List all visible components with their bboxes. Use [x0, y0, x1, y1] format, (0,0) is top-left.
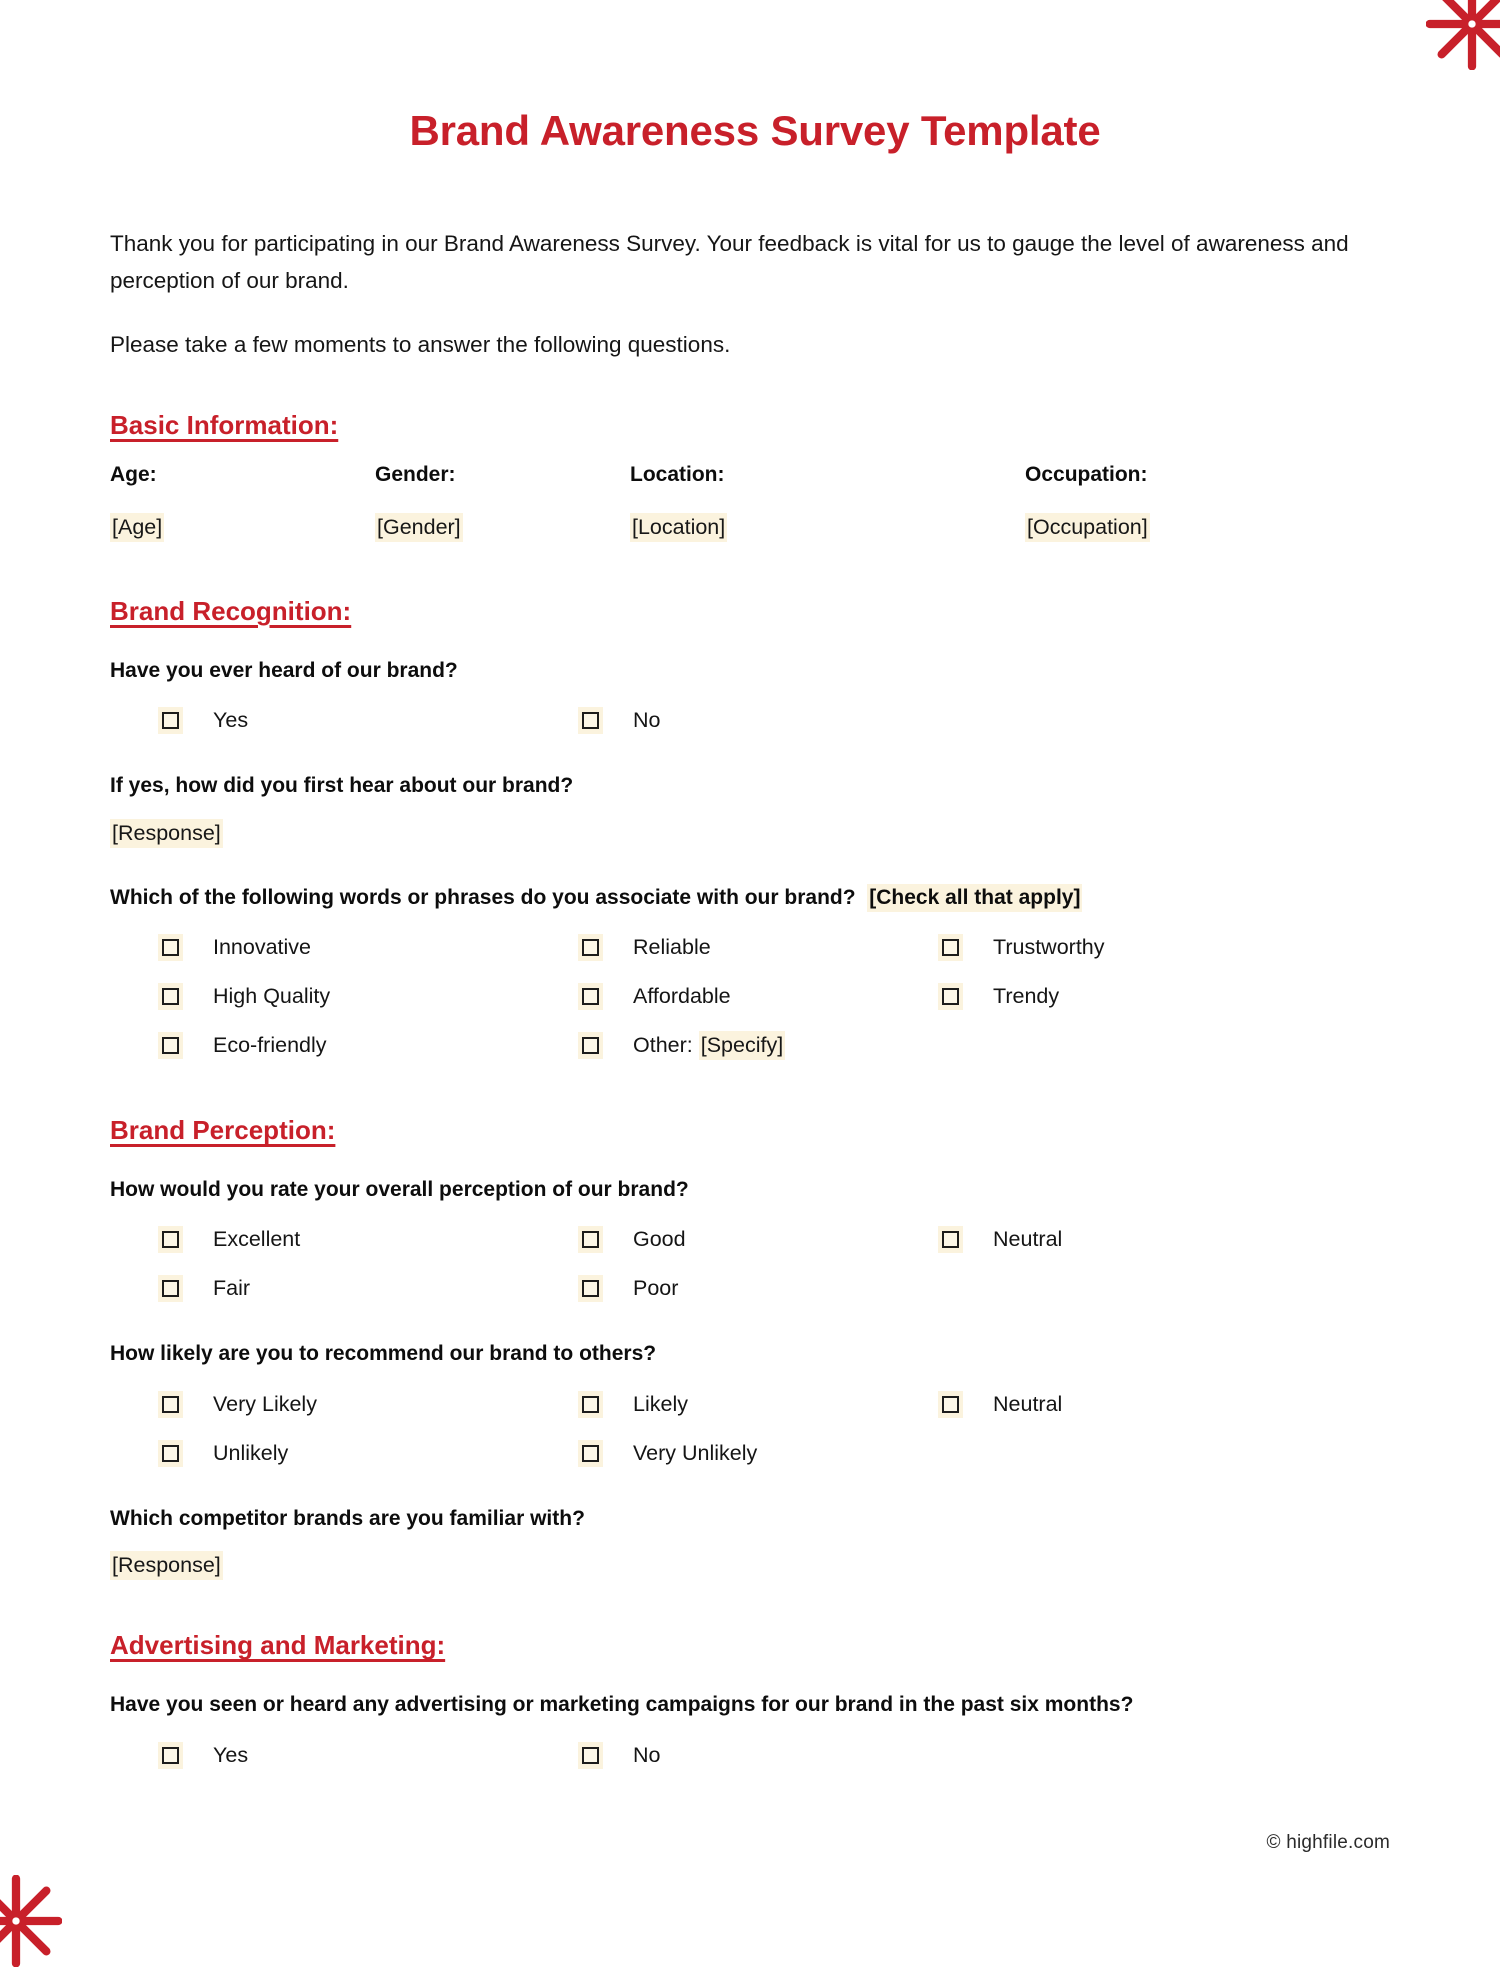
- checkbox-icon[interactable]: [158, 1032, 183, 1059]
- intro-paragraph-2: Please take a few moments to answer the following questions.: [110, 332, 731, 358]
- checkbox-icon[interactable]: [578, 707, 603, 734]
- question-associated-words: [110, 884, 1400, 912]
- field-value-gender[interactable]: [Gender]: [375, 515, 630, 540]
- response-competitor-brands[interactable]: [Response]: [110, 1553, 1400, 1578]
- response-first-hear[interactable]: [Response]: [110, 821, 1400, 846]
- options-heard-of-brand: [110, 707, 1400, 734]
- basic-information-grid: [110, 463, 1400, 540]
- question-heard-of-brand: Have you ever heard of our brand?: [110, 658, 458, 682]
- checkbox-icon[interactable]: [578, 1742, 603, 1769]
- checkbox-icon[interactable]: [578, 1440, 603, 1467]
- checkbox-icon[interactable]: [158, 934, 183, 961]
- other-specify-placeholder[interactable]: [Specify]: [699, 1031, 785, 1060]
- checkbox-icon[interactable]: [578, 983, 603, 1010]
- checkbox-icon[interactable]: [158, 1440, 183, 1467]
- checkbox-icon[interactable]: [578, 1032, 603, 1059]
- checkbox-icon[interactable]: [938, 983, 963, 1010]
- checkbox-icon[interactable]: [938, 1391, 963, 1418]
- question-overall-perception: How would you rate your overall perception of our brand?: [110, 1178, 689, 1202]
- question-recommend-likelihood: How likely are you to recommend our brand to others?: [110, 1342, 657, 1366]
- section-heading-advertising-and-marketing: Advertising and Marketing:: [110, 1630, 446, 1661]
- section-heading-basic-information: Basic Information:: [110, 409, 339, 440]
- field-label-location: Location:: [630, 462, 725, 486]
- starburst-logo-icon: [1426, 0, 1500, 70]
- option-yes[interactable]: Yes: [158, 707, 578, 734]
- checkbox-icon[interactable]: [938, 1226, 963, 1253]
- option-trustworthy[interactable]: Trustworthy: [938, 934, 1400, 961]
- footer-copyright: © highfile.com: [1266, 1832, 1390, 1853]
- option-yes[interactable]: Yes: [158, 1742, 578, 1769]
- option-very-unlikely[interactable]: Very Unlikely: [578, 1440, 938, 1467]
- question-competitor-brands: Which competitor brands are you familiar with?: [110, 1506, 585, 1530]
- option-affordable[interactable]: Affordable: [578, 983, 938, 1010]
- checkbox-icon[interactable]: [938, 934, 963, 961]
- field-label-occupation: Occupation:: [1025, 462, 1148, 486]
- option-eco-friendly[interactable]: Eco-friendly: [158, 1032, 578, 1059]
- options-associated-words: [110, 934, 1400, 1059]
- section-heading-brand-recognition: Brand Recognition:: [110, 595, 352, 626]
- page-title: Brand Awareness Survey Template: [409, 107, 1101, 154]
- checkbox-icon[interactable]: [158, 983, 183, 1010]
- option-innovative[interactable]: Innovative: [158, 934, 578, 961]
- options-recommend-likelihood: [110, 1391, 1400, 1467]
- checkbox-icon[interactable]: [158, 1391, 183, 1418]
- checkbox-icon[interactable]: [158, 1742, 183, 1769]
- option-no[interactable]: No: [578, 707, 1400, 734]
- field-label-gender: Gender:: [375, 462, 456, 486]
- option-fair[interactable]: Fair: [158, 1275, 578, 1302]
- option-reliable[interactable]: Reliable: [578, 934, 938, 961]
- checkbox-icon[interactable]: [158, 1275, 183, 1302]
- option-likely[interactable]: Likely: [578, 1391, 938, 1418]
- option-unlikely[interactable]: Unlikely: [158, 1440, 578, 1467]
- option-no[interactable]: No: [578, 1742, 1400, 1769]
- option-good[interactable]: Good: [578, 1226, 938, 1253]
- option-high-quality[interactable]: High Quality: [158, 983, 578, 1010]
- option-trendy[interactable]: Trendy: [938, 983, 1400, 1010]
- field-value-occupation[interactable]: [Occupation]: [1025, 515, 1400, 540]
- field-value-location[interactable]: [Location]: [630, 515, 1025, 540]
- question-first-hear-about-brand: If yes, how did you first hear about our brand?: [110, 774, 574, 798]
- other-prefix-label: Other:: [633, 1032, 699, 1057]
- checkbox-icon[interactable]: [158, 1226, 183, 1253]
- options-seen-advertising: [110, 1742, 1400, 1769]
- option-very-likely[interactable]: Very Likely: [158, 1391, 578, 1418]
- question-associated-words-text: Which of the following words or phrases do you associate with our brand?: [110, 885, 856, 909]
- checkbox-icon[interactable]: [578, 1275, 603, 1302]
- checkbox-icon[interactable]: [578, 1226, 603, 1253]
- intro-paragraph-1: Thank you for participating in our Brand Awareness Survey. Your feedback is vital for us to gauge the level of awareness and perception of our brand.: [110, 231, 1349, 293]
- question-seen-advertising: Have you seen or heard any advertising or marketing campaigns for our brand in the past six months?: [110, 1693, 1134, 1717]
- checkbox-icon[interactable]: [158, 707, 183, 734]
- starburst-logo-icon: [0, 1875, 62, 1967]
- checkbox-icon[interactable]: [578, 934, 603, 961]
- field-label-age: Age:: [110, 462, 157, 486]
- field-value-age[interactable]: [Age]: [110, 515, 375, 540]
- section-heading-brand-perception: Brand Perception:: [110, 1114, 336, 1145]
- option-neutral[interactable]: Neutral: [938, 1226, 1400, 1253]
- option-neutral[interactable]: Neutral: [938, 1391, 1400, 1418]
- check-all-that-apply-note: [Check all that apply]: [867, 884, 1082, 912]
- checkbox-icon[interactable]: [578, 1391, 603, 1418]
- option-other-specify[interactable]: [578, 1032, 938, 1059]
- options-overall-perception: [110, 1226, 1400, 1302]
- option-excellent[interactable]: Excellent: [158, 1226, 578, 1253]
- document-content: [110, 0, 1400, 1769]
- option-poor[interactable]: Poor: [578, 1275, 938, 1302]
